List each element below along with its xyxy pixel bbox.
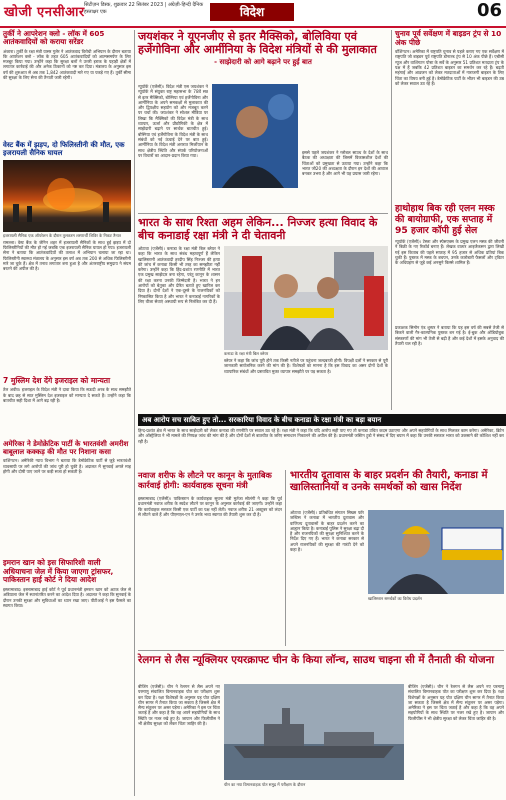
event-scene-graphic (224, 246, 388, 350)
trudeau-photo (224, 246, 388, 350)
story-headline: नवाज शरीफ के लौटने पर कानून के मुताबिक कार्रवाई होगी: कार्यवाहक सूचना मंत्री (138, 470, 272, 490)
story-body: ओटावा (एजेंसी)। कनाडा के रक्षा मंत्री बिल ब्लेयर ने कहा कि भारत के साथ संबंध महत्वपूर्ण हैं लेकिन खालिस्तानी आतंकवादी हरदीप सिंह निज्जर की हत्या की जांच में कनाडा किसी भी तरह का समझौता नहीं करेगा। उन्होंने कहा कि हिंद-प्रशांत रणनीति में भारत एक प्रमुख साझेदार बना रहेगा, परंतु कानून के शासन की रक्षा करना उनकी जिम्मेदारी है। भारत ने इन आरोपों को बेतुका और प्रेरित बताते हुए खारिज कर दिया है। दोनों देशों ने एक-दूसरे के राजनयिकों को निष्कासित किया है और भारत ने कनाडाई नागरिकों के लिए वीजा सेवाएं अस्थायी रूप से निलंबित कर दी हैं। (138, 246, 220, 304)
warship-graphic (224, 684, 404, 780)
masthead: खोजी एनसीआर (4, 5, 85, 20)
story-headline: 7 मुस्लिम देश देंगे इजराइल को मान्यता (3, 375, 111, 385)
story-body: तेल अवीव। इजराइल के विदेश मंत्री ने दावा किया कि सऊदी अरब के साथ समझौते के बाद छह से सात मुस्लिम देश इजराइल को मान्यता दे सकते हैं। उन्होंने कहा कि बातचीत सही दिशा में आगे बढ़ रही है। (3, 387, 131, 403)
story-headline: अमेरिका ने डेमोक्रेटिक पार्टी के भारतवंशी अमरीश बाबूलाल कक्कड़ की मौत पर निशाना कसा (3, 440, 129, 457)
story-body: इस्लामाबाद। इस्लामाबाद हाई कोर्ट ने पूर्व प्रधानमंत्री इमरान खान को अटक जेल से अडियाला जेल में स्थानांतरित करने का आदेश दिया है। अदालत ने कहा कि सुनवाई के दौरान उनकी सुरक्षा और सुविधाओं का ध्यान रखा जाए। पीटीआई ने इस फैसले का स्वागत किया। (3, 586, 131, 608)
banner-body: हिन्द-प्रशांत क्षेत्र में भारत के साथ साझेदारी को लेकर कनाडा की रणनीति पर सवाल उठ रहे हैं। रक्षा मंत्री ने कहा कि यदि आरोप सही पाए गए तो कनाडा उचित कदम उठाएगा और अपने सहयोगियों के साथ मिलकर काम करेगा। अमेरिका, ब्रिटेन और ऑस्ट्रेलिया ने भी मामले की निष्पक्ष जांच की मांग की है और दोनों देशों से बातचीत के जरिए समाधान निकालने की अपील की है। प्रधानमंत्री जस्टिन ट्रूडो ने संसद में दिए बयान में कहा कि उनकी सरकार भारत को उकसाने की कोशिश नहीं कर रही है। (138, 428, 504, 444)
story-headline: भारतीय दूतावास के बाहर प्रदर्शन की तैयारी, कनाडा में खालिस्तानियों व उनके समर्थकों को खास निर्देश (290, 470, 488, 493)
story-body: ब्लेयर ने कहा कि जांच पूरी होने तक किसी नतीजे पर पहुंचना जल्दबाजी होगी। विपक्षी दलों ने सरकार से पूरी जानकारी सार्वजनिक करने की मांग की है। विशेषज्ञों का मानना है कि इस विवाद का असर दोनों देशों के व्यापारिक संबंधों और प्रस्तावित मुक्त व्यापार समझौते पर पड़ सकता है। (224, 358, 388, 374)
story-headline: रेलगन से लैस न्यूक्लियर एयरक्राफ्ट चीन के किया लॉन्च, साउथ चाइना सी में तैनाती की योजना (138, 654, 495, 666)
photo-caption: इजरायली सैनिक एक ऑपरेशन के दौरान तुलकरम शरणार्थी शिविर के निकट तैनात (3, 232, 121, 238)
story-headline: हाथोहाथ बिक रही एलन मस्क की बायोग्राफी, एक सप्ताह में 95 हजार कॉपी हुई सेल (395, 203, 495, 237)
story-body: ओटावा (एजेंसी)। प्रतिबंधित संगठन सिख्स फॉर जस्टिस ने कनाडा में भारतीय दूतावास और वाणिज्य दूतावासों के बाहर प्रदर्शन करने का आह्वान किया है। कनाडाई पुलिस ने सुरक्षा बढ़ा दी है और राजनयिकों की सुरक्षा सुनिश्चित करने के निर्देश दिए गए हैं। भारत ने कनाडा सरकार से अपने राजनयिकों की सुरक्षा की गारंटी देने को कहा है। (290, 510, 364, 553)
story-headline: भारत के साथ रिश्ता अहम लेकिन... निज्जर हत्या विवाद के बीच कनाडाई रक्षा मंत्री ने दी चेतावनी (138, 216, 378, 242)
khalistan-photo (368, 510, 504, 594)
dateline: सिटीज़न डिस्क, शुक्रवार 22 सितंबर 2023 | अंग्रेज़ी-हिन्दी दैनिक हस्ताक्षर एक (84, 2, 204, 15)
story-body: प्रकाशक सिमोन एंड शुस्टर ने बताया कि यह इस वर्ष की सबसे तेजी से बिकने वाली गैर-काल्पनिक पुस्तक बन गई है। ई-बुक और ऑडियोबुक संस्करणों की मांग भी तेजी से बढ़ी है और कई देशों में इसके अनुवाद की तैयारी चल रही है। (395, 325, 504, 346)
story-subheadline: - साझेदारी को आगे बढ़ाने पर हुई बात (214, 58, 312, 66)
warship-photo (224, 684, 404, 780)
column-divider (134, 30, 135, 796)
column-divider (391, 30, 392, 410)
jaishankar-photo (212, 84, 298, 188)
fire-scene-graphic (3, 160, 131, 232)
story-body: इससे पहले जयशंकर ने ग्लोबल साउथ के देशों के साथ बैठक की अध्यक्षता की जिसमें विकासशील देशों की चिंताओं को प्रमुखता से उठाया गया। उन्होंने कहा कि भारत जी20 की अध्यक्षता के दौरान इन देशों की आवाज बनकर उभरा है और आगे भी यह प्रयास जारी रहेगा। (302, 150, 388, 177)
story-body: बीजिंग (एजेंसी)। चीन ने रेलगन से लैस अपने नए परमाणु संचालित विमानवाहक पोत का परीक्षण शुरू कर दिया है। रक्षा विशेषज्ञों के अनुसार यह पोत दक्षिण चीन सागर में तैनात किया जा सकता है जिससे क्षेत्र में सैन्य संतुलन पर असर पड़ेगा। अमेरिका ने इस पर चिंता जताई है और कहा है कि वह अपने सहयोगियों के साथ स्थिति पर नजर रखे हुए है। जापान और फिलीपींस ने भी क्षेत्रीय सुरक्षा को लेकर चिंता जाहिर की है। (408, 684, 504, 721)
section-divider (138, 650, 504, 651)
section-label: विदेश (210, 3, 294, 21)
left-column (3, 30, 131, 798)
story-body: न्यूयॉर्क (एजेंसी)। टेस्ला और स्पेसएक्स के प्रमुख एलन मस्क की जीवनी ने बिक्री के नए रिकॉर्ड बनाए हैं। लेखक वाल्टर आइजैकसन द्वारा लिखी गई इस किताब की पहले सप्ताह में 95 हजार से अधिक प्रतियां बिक चुकी हैं। पुस्तक में मस्क के बचपन, उनके कारोबारी फैसलों और ट्विटर के अधिग्रहण से जुड़े कई अनसुने किस्से शामिल हैं। (395, 239, 504, 266)
protest-graphic (368, 510, 504, 594)
photo-caption: चीन का नया विमानवाहक पोत समुद्र में परीक्षण के दौरान (224, 782, 306, 787)
banner (138, 414, 506, 426)
story-body: रामल्ला। वेस्ट बैंक के जेनिन शहर में इजरायली सैनिकों के साथ हुई झड़प में दो फिलिस्तीनियों की मौत हो गई जबकि एक इजरायली सैनिक घायल हो गया। इजरायली सेना ने बताया कि आतंकवादियों की तलाश में अभियान चलाया जा रहा था। फिलिस्तीनी स्वास्थ्य मंत्रालय के अनुसार इस वर्ष अब तक 200 से अधिक फिलिस्तीनी मारे जा चुके हैं। क्षेत्र में तनाव लगातार बना हुआ है और अंतरराष्ट्रीय समुदाय ने संयम बरतने की अपील की है। (3, 239, 131, 272)
story-headline: इमरान खान को इस सिफारिशी वाली अधियाचना जेल में किया जाएगा ट्रांसफर, पाकिस्तान हाई कोर्ट ने दिया आदेश (3, 558, 114, 585)
banner-text: अब आरोप सच साबित हुए तो... सरकारिया विवाद के बीच कनाडा के रक्षा मंत्री का बड़ा बयान (142, 416, 382, 424)
portrait-graphic (212, 84, 298, 188)
story-body: न्यूयॉर्क (एजेंसी)। विदेश मंत्री एस जयशंकर ने न्यूयॉर्क में संयुक्त राष्ट्र महासभा के 78वें सत्र से इतर मैक्सिको, बोस्निया एवं हर्जेगोविना और आर्मीनिया के अपने समकक्षों से मुलाकात की और द्विपक्षीय सहयोग को और मजबूत करने पर चर्चा की। जयशंकर ने सोशल मीडिया पर लिखा कि मैक्सिको की विदेश मंत्री के साथ व्यापार, ऊर्जा और प्रौद्योगिकी के क्षेत्र में साझेदारी बढ़ाने पर सार्थक बातचीत हुई। बोस्निया एवं हर्जेगोविना के विदेश मंत्री के साथ संबंधों को नई ऊंचाई देने पर बात हुई। आर्मीनिया के विदेश मंत्री अरारात मिर्जोयान के साथ क्षेत्रीय स्थिति और संपर्क परियोजनाओं पर विचारों का आदान-प्रदान किया गया। (138, 84, 208, 158)
story-headline: वेस्ट बैंक में झड़प, दो फिलिस्तीनी की मौत, एक इजरायली सैनिक घायल (3, 140, 125, 157)
story-headline: जयशंकर ने यूएनजीए से इतर मैक्सिको, बोलिविया एवं हर्जेगोविना और आर्मीनिया के विदेश मंत्रियों से की मुलाकात (138, 30, 377, 56)
page-header (0, 0, 506, 28)
story-body: अंकारा। तुर्की के रक्षा मंत्री यासर गुलेर ने आतंकवाद विरोधी अभियान के दौरान बताया कि आपरेशन क्लो - लॉक के तहत 605 आतंकवादियों को आत्मसमर्पण के लिए मजबूर किया गया। उन्होंने कहा कि सुरक्षा बलों ने उत्तरी इराक के पहाड़ी क्षेत्रों में लगातार कार्रवाई की और अनेक ठिकानों को नष्ट कर दिया। मंत्रालय के अनुसार इस वर्ष की शुरुआत से अब तक 1,842 आतंकवादी मारे गए या पकड़े गए हैं। तुर्की सीमा की सुरक्षा के लिए सेना की तैनाती जारी रहेगी। (3, 48, 131, 81)
story-headline: चुनाव पूर्व सर्वेक्षण में बाइडन ट्रंप से 10 अंक पीछे (395, 29, 502, 47)
section-divider (138, 213, 388, 214)
story-headline: तुर्की ने आपरेशन क्लो - लॉक में 605 आतंकवादियों को कराया सरेंडर (3, 29, 105, 47)
story-body: वाशिंगटन। अमेरिकी न्याय विभाग ने बताया कि डेमोक्रेटिक पार्टी से जुड़े भारतवंशी व्यवसायी पर लगे आरोपों की जांच पूरी हो चुकी है। अदालत में सुनवाई अगले माह होगी और दोषी पाए जाने पर कड़ी सजा हो सकती है। (3, 458, 131, 474)
fire-photo (3, 160, 131, 232)
page-number: 06 (476, 0, 502, 21)
story-body: वॉशिंगटन। अमेरिका में राष्ट्रपति चुनाव से पहले कराए गए एक सर्वेक्षण में राष्ट्रपति जो बाइडन पूर्व राष्ट्रपति डोनाल्ड ट्रंप से 10 अंक पीछे हैं। एबीसी न्यूज और वाशिंगटन पोस्ट के सर्वे के अनुसार 51 प्रतिशत मतदाता ट्रंप के पक्ष में हैं जबकि 42 प्रतिशत बाइडन का समर्थन कर रहे हैं। बढ़ती महंगाई और आव्रजन को लेकर मतदाताओं में नाराजगी बाइडन के लिए चिंता का विषय बनी हुई है। डेमोक्रेटिक पार्टी के भीतर भी बाइडन की उम्र को लेकर सवाल उठ रहे हैं। (395, 49, 504, 86)
story-body: इस्लामाबाद (एजेंसी)। पाकिस्तान के कार्यवाहक सूचना मंत्री मुर्तजा सोलंगी ने कहा कि पूर्व प्रधानमंत्री नवाज शरीफ के स्वदेश लौटने पर कानून के अनुसार कार्रवाई की जाएगी। उन्होंने कहा कि कार्यवाहक सरकार किसी एक पार्टी का पक्ष नहीं लेती। नवाज शरीफ 21 अक्टूबर को लंदन से लौटने वाले हैं और पीएमएल-एन ने उनके भव्य स्वागत की तैयारी शुरू कर दी है। (138, 496, 282, 517)
photo-caption: खालिस्तान समर्थकों का विरोध प्रदर्शन (368, 596, 422, 601)
photo-caption: कनाडा के रक्षा मंत्री बिल ब्लेयर (224, 351, 269, 356)
column-divider (285, 470, 286, 646)
story-body: बीजिंग (एजेंसी)। चीन ने रेलगन से लैस अपने नए परमाणु संचालित विमानवाहक पोत का परीक्षण शुरू कर दिया है। रक्षा विशेषज्ञों के अनुसार यह पोत दक्षिण चीन सागर में तैनात किया जा सकता है जिससे क्षेत्र में सैन्य संतुलन पर असर पड़ेगा। अमेरिका ने इस पर चिंता जताई है और कहा है कि वह अपने सहयोगियों के साथ स्थिति पर नजर रखे हुए है। जापान और फिलीपींस ने भी क्षेत्रीय सुरक्षा को लेकर चिंता जाहिर की है। (138, 684, 220, 727)
right-column (395, 30, 504, 410)
